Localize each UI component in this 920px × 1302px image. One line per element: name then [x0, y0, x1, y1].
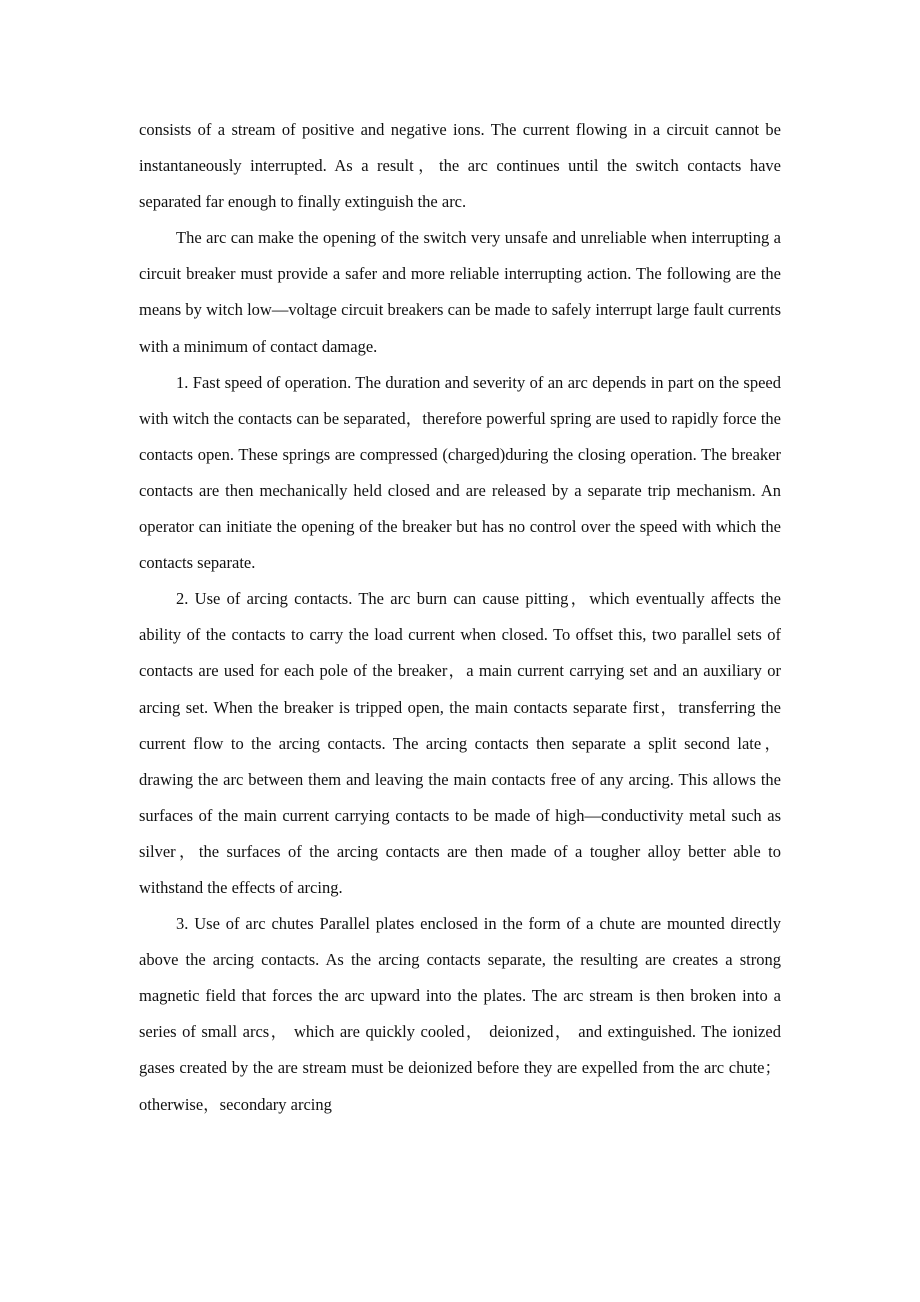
paragraph-arcing-contacts: 2. Use of arcing contacts. The arc burn can cause pitting，which eventually affects the ability of the contacts to carry the load current when closed. To offset this, two parallel sets of contacts are used for each pole of the breaker，a main current carrying set and an auxiliary or arcing set. When the breaker is tripped open, the main contacts separate first，transferring the current flow to the arcing contacts. The arcing contacts then separate a split second late，drawing the arc between them and leaving the main contacts free of any arcing. This allows the surfaces of the main current carrying contacts to be made of high—conductivity metal such as silver，the surfaces of the arcing contacts are then made of a tougher alloy better able to withstand the effects of arcing.: [139, 589, 781, 897]
body-text: [139, 112, 781, 1123]
paragraph-continuation: consists of a stream of positive and negative ions. The current flowing in a circuit cannot be instantaneously interrupted. As a result，the arc continues until the switch contacts have separated far enough to finally extinguish the arc.: [139, 120, 781, 212]
paragraph-fast-speed: 1. Fast speed of operation. The duration and severity of an arc depends in part on the speed with witch the contacts can be separated，therefore powerful spring are used to rapidly force the contacts open. These springs are compressed (charged)during the closing operation. The breaker contacts are then mechanically held closed and are released by a separate trip mechanism. An operator can initiate the opening of the breaker but has no control over the speed with which the contacts separate.: [139, 372, 781, 573]
paragraph-arc-chutes: 3. Use of arc chutes Parallel plates enclosed in the form of a chute are mounted directly above the arcing contacts. As the arcing contacts separate, the resulting are creates a strong magnetic field that forces the arc upward into the plates. The arc stream is then broken into a series of small arcs， which are quickly cooled， deionized， and extinguished. The ionized gases created by the are stream must be deionized before they are expelled from the arc chute；otherwise，secondary arcing: [139, 914, 781, 1114]
paragraph-arc-intro: The arc can make the opening of the switch very unsafe and unreliable when interrupting a circuit breaker must provide a safer and more reliable interrupting action. The following are the means by witch low—voltage circuit breakers can be made to safely interrupt large fault currents with a minimum of contact damage.: [139, 228, 781, 356]
